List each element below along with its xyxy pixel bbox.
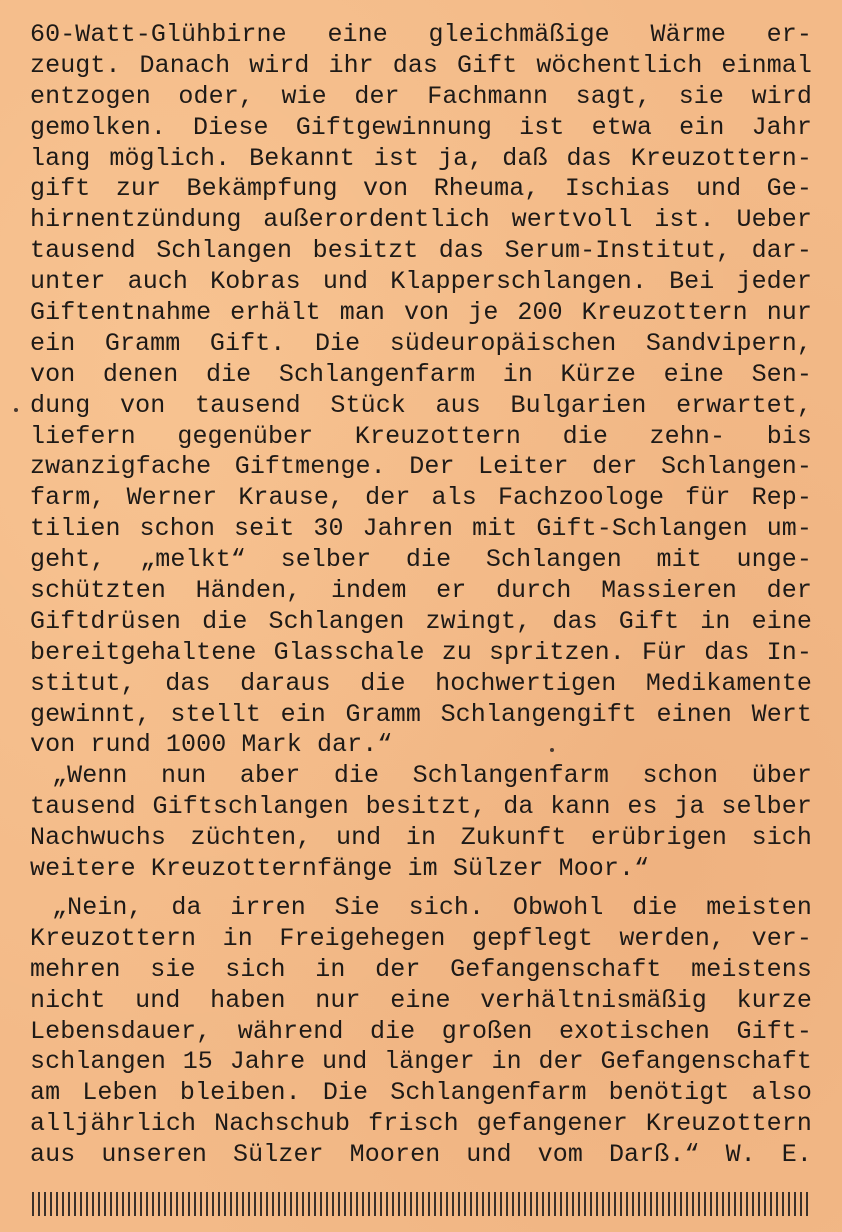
text-line: Nachwuchs züchten, und in Zukunft erübrigen sich [30, 823, 812, 853]
text-line: farm, Werner Krause, der als Fachzoologe für Rep- [30, 483, 812, 513]
text-line: unter auch Kobras und Klapperschlangen. Bei jeder [30, 267, 812, 297]
text-line: alljährlich Nachschub frisch gefangener Kreuzottern [30, 1109, 812, 1139]
text-line: gift zur Bekämpfung von Rheuma, Ischias und Ge- [30, 174, 812, 204]
text-line: am Leben bleiben. Die Schlangenfarm benötigt also [30, 1078, 812, 1108]
text-line: schlangen 15 Jahre und länger in der Gefangenschaft [30, 1047, 812, 1077]
text-line: Kreuzottern in Freigehegen gepflegt werden, ver- [30, 923, 812, 953]
text-line: von denen die Schlangenfarm in Kürze eine Sen- [30, 359, 812, 389]
text-line: gemolken. Diese Giftgewinnung ist etwa ein Jahr [30, 112, 812, 142]
text-line: weitere Kreuzotternfänge im Sülzer Moor.“ [30, 854, 650, 884]
text-line: entzogen oder, wie der Fachmann sagt, sie wird [30, 81, 812, 111]
text-line: tilien schon seit 30 Jahren mit Gift-Schlangen um- [30, 514, 812, 544]
text-line: von rund 1000 Mark dar.“ [30, 730, 393, 760]
text-line: nicht und haben nur eine verhältnismäßig kurze [30, 985, 812, 1015]
text-line: Lebensdauer, während die großen exotischen Gift- [30, 1016, 812, 1046]
text-line: Giftentnahme erhält man von je 200 Kreuzottern nur [30, 298, 812, 328]
text-line: aus unseren Sülzer Mooren und vom Darß.“ W. E. [30, 1140, 812, 1170]
text-line: 60-Watt-Glühbirne eine gleichmäßige Wärme er- [30, 20, 812, 49]
text-line: dung von tausend Stück aus Bulgarien erwartet, [30, 390, 812, 420]
text-line: zeugt. Danach wird ihr das Gift wöchentlich einmal [30, 50, 812, 80]
paragraph-1 [30, 20, 812, 761]
text-line: „Wenn nun aber die Schlangenfarm schon über [52, 761, 812, 791]
text-line: mehren sie sich in der Gefangenschaft meistens [30, 954, 812, 984]
text-line: tausend Giftschlangen besitzt, da kann es ja selber [30, 792, 812, 822]
text-line: zwanzigfache Giftmenge. Der Leiter der Schlangen- [30, 452, 812, 482]
text-line: schützten Händen, indem er durch Massieren der [30, 576, 812, 606]
ink-speck [14, 408, 18, 412]
column-rule [32, 1192, 808, 1216]
text-line: bereitgehaltene Glasschale zu spritzen. Für das In- [30, 637, 812, 667]
text-line: liefern gegenüber Kreuzottern die zehn- bis [30, 421, 812, 451]
text-line: ein Gramm Gift. Die südeuropäischen Sandvipern, [30, 328, 812, 358]
text-line: tausend Schlangen besitzt das Serum-Institut, dar- [30, 236, 812, 266]
text-line: lang möglich. Bekannt ist ja, daß das Kreuzottern- [30, 143, 812, 173]
text-line: gewinnt, stellt ein Gramm Schlangengift einen Wert [30, 699, 812, 729]
text-line: „Nein, da irren Sie sich. Obwohl die meisten [52, 892, 812, 922]
article-body [30, 20, 812, 1171]
paragraph-2 [30, 761, 812, 885]
text-line: Giftdrüsen die Schlangen zwingt, das Gift in eine [30, 606, 812, 636]
text-line: geht, „melkt“ selber die Schlangen mit unge- [30, 545, 812, 575]
text-line: hirnentzündung außerordentlich wertvoll ist. Ueber [30, 205, 812, 235]
paragraph-3 [30, 893, 812, 1171]
ink-speck [550, 748, 554, 752]
text-line: stitut, das daraus die hochwertigen Medikamente [30, 668, 812, 698]
